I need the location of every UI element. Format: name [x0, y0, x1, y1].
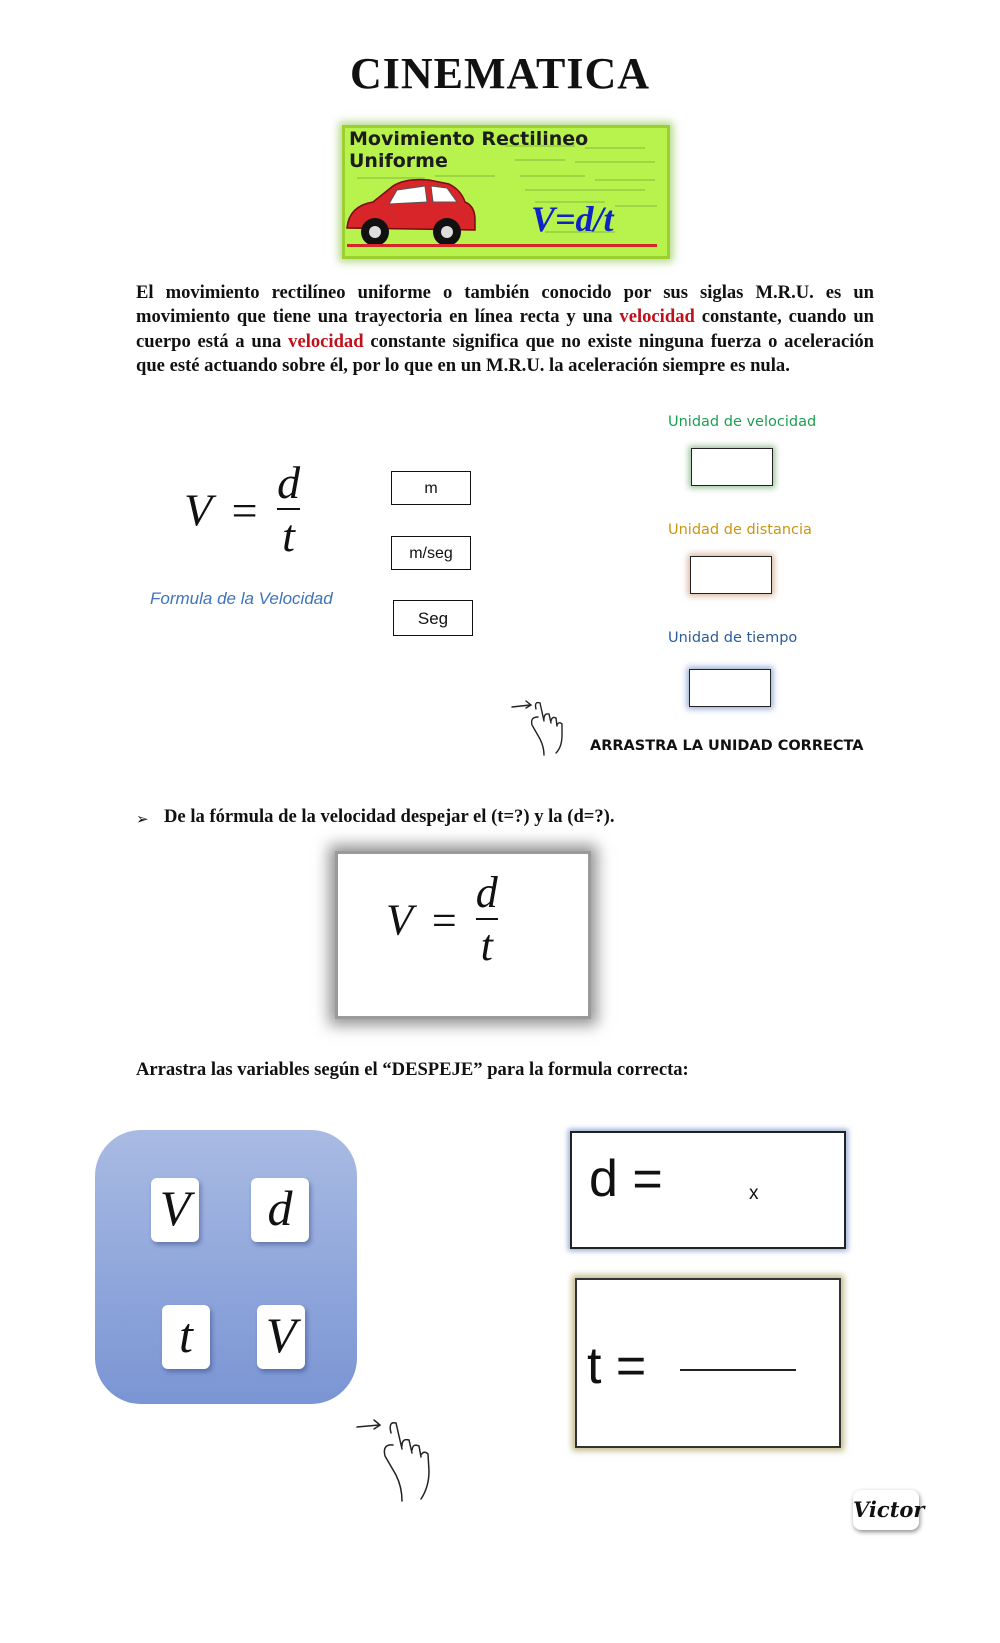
framed-formula-content [386, 868, 498, 972]
pointing-hand-icon [355, 1413, 451, 1503]
formula-equals: = [231, 484, 258, 536]
formula-v: V [184, 484, 213, 536]
drag-instruction: ARRASTRA LA UNIDAD CORRECTA [590, 738, 864, 754]
drop-label-distancia: Unidad de distancia [668, 522, 812, 538]
intro-text: El movimiento rectilíneo uniforme o también conocido por sus siglas M.R.U. es un movimiento que tiene una trayectoria en línea recta y una [136, 282, 874, 328]
drop-box-velocidad[interactable] [691, 448, 773, 486]
unit-chip-m[interactable]: m [391, 471, 471, 505]
page-title: CINEMATICA [349, 49, 651, 98]
formula-denominator: t [282, 510, 295, 561]
variables-panel [95, 1130, 357, 1404]
highlight-velocidad: velocidad [619, 306, 695, 328]
banner-title: Movimiento Rectilineo Uniforme [349, 128, 589, 172]
formula-v: V [386, 895, 413, 945]
variable-tile-d[interactable]: d [251, 1178, 309, 1242]
banner-formula: V=d/t [531, 199, 614, 239]
formula-fraction [277, 458, 300, 562]
formula-numerator: d [277, 457, 301, 508]
intro-paragraph [136, 281, 874, 378]
intro-text: constante significa que no existe ninguna fuerza o aceleración que esté actuando sobre él, por lo que en un M.R.U. la aceleración siempre es nula. [136, 330, 874, 376]
formula-denominator: t [480, 921, 493, 970]
variable-tile-v[interactable]: V [151, 1178, 199, 1242]
signature-logo: Victor [853, 1490, 919, 1530]
formula-caption: Formula de la Velocidad [150, 589, 333, 608]
variable-tile-v2[interactable]: V [257, 1305, 305, 1369]
unit-chip-seg[interactable]: Seg [393, 600, 473, 636]
intro-text: constante, cuando un cuerpo está a una [136, 306, 875, 352]
bullet-text: De la fórmula de la velocidad despejar el (t=?) y la (d=?). [164, 806, 615, 827]
bullet-arrow-icon: ➢ [136, 812, 149, 828]
drop-box-tiempo[interactable] [689, 669, 771, 707]
unit-chip-m-seg[interactable]: m/seg [391, 536, 471, 570]
answer-box-d[interactable] [570, 1131, 846, 1249]
car-icon [347, 180, 475, 246]
trajectory-line [347, 244, 657, 247]
formula-equals: = [431, 895, 457, 945]
answer-mark-x: x [749, 1183, 759, 1204]
framed-formula [338, 854, 588, 1016]
highlight-velocidad: velocidad [288, 330, 364, 352]
mru-banner-image [342, 125, 670, 259]
answer-box-t[interactable] [575, 1278, 841, 1448]
drop-box-distancia[interactable] [690, 556, 772, 594]
answer-fraction-line [680, 1369, 796, 1371]
formula-fraction [476, 868, 498, 972]
pointing-hand-icon [510, 695, 576, 757]
answer-label-t: t = [587, 1337, 647, 1395]
formula-numerator: d [475, 868, 498, 917]
velocity-formula [184, 458, 300, 562]
answer-label-d: d = [589, 1150, 663, 1208]
drop-label-tiempo: Unidad de tiempo [668, 630, 798, 646]
instruction-despeje: Arrastra las variables según el “DESPEJE” para la formula correcta: [136, 1059, 689, 1080]
drop-label-velocidad: Unidad de velocidad [668, 414, 817, 430]
banner-scribbles [345, 128, 667, 256]
variable-tile-t[interactable]: t [162, 1305, 210, 1369]
